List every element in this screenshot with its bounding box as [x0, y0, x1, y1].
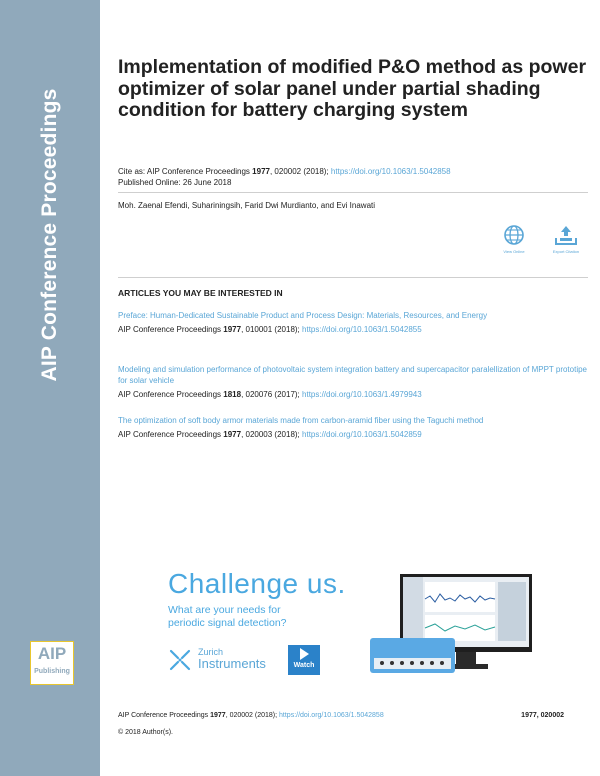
article-title-link[interactable]: The optimization of soft body armor materials made from carbon-aramid fiber using the Taguchi method [118, 416, 484, 425]
journal-name: AIP Conference Proceedings [38, 88, 61, 382]
article-journal: AIP Conference Proceedings [118, 430, 222, 439]
article-citation [118, 324, 588, 335]
article-volume: 1977 [223, 325, 242, 334]
export-citation-button[interactable] [546, 224, 586, 254]
related-article [118, 364, 588, 400]
zurich-instruments-logo-icon [168, 648, 192, 672]
cite-as-line [118, 166, 451, 178]
footer-doi-link[interactable]: https://doi.org/10.1063/1.5042858 [279, 712, 384, 719]
article-title-link[interactable]: Preface: Human-Dedicated Sustainable Product and Process Design: Materials, Resources, and Energy [118, 311, 488, 320]
brand-line: Instruments [198, 656, 266, 671]
article-journal: AIP Conference Proceedings [118, 325, 222, 334]
related-article [118, 415, 588, 440]
article-rest: , 020003 (2018); [241, 430, 300, 439]
watch-label: Watch [293, 662, 315, 669]
article-doi-link[interactable]: https://doi.org/10.1063/1.4979943 [302, 390, 422, 399]
globe-icon [503, 224, 525, 246]
ad-subline: What are your needs for periodic signal detection? [168, 604, 287, 629]
play-icon [288, 645, 320, 661]
device-panel-icon [370, 638, 455, 673]
logo-text-publishing: Publishing [34, 668, 70, 675]
divider [118, 277, 588, 278]
footer-rest: , 020002 (2018); [225, 712, 278, 719]
article-title-link[interactable]: Modeling and simulation performance of photovoltaic system integration battery and supercapacitor paralellization of MPPT prototipe for solar vehicle [118, 365, 587, 385]
footer-journal: AIP Conference Proceedings [118, 712, 209, 719]
cite-doi-link[interactable]: https://doi.org/10.1063/1.5042858 [330, 167, 451, 176]
paper-title: Implementation of modified P&O method as power optimizer of solar panel under partial shading condition for battery charging system [118, 56, 587, 121]
footer-citation [118, 712, 384, 719]
ad-headline[interactable]: Challenge us. [168, 568, 346, 599]
view-online-button[interactable] [494, 224, 534, 254]
cite-rest: , 020002 (2018); [269, 167, 329, 176]
article-doi-link[interactable]: https://doi.org/10.1063/1.5042859 [302, 430, 422, 439]
article-volume: 1818 [223, 390, 242, 399]
journal-sidebar [0, 0, 100, 776]
aip-publishing-logo[interactable] [30, 641, 74, 685]
article-citation [118, 429, 588, 440]
zurich-instruments-brand [198, 647, 266, 669]
copyright: © 2018 Author(s). [118, 729, 173, 736]
divider [118, 192, 588, 193]
article-journal: AIP Conference Proceedings [118, 390, 222, 399]
article-rest: , 010001 (2018); [241, 325, 300, 334]
cite-label: Cite as: AIP Conference Proceedings [118, 167, 250, 176]
cite-volume: 1977 [252, 167, 270, 176]
article-citation [118, 389, 588, 400]
related-article [118, 310, 588, 335]
export-citation-label: Export Citation [552, 249, 580, 254]
published-date: Published Online: 26 June 2018 [118, 178, 232, 187]
article-doi-link[interactable]: https://doi.org/10.1063/1.5042855 [302, 325, 422, 334]
watch-button[interactable] [288, 645, 320, 675]
export-icon [554, 224, 578, 246]
article-volume: 1977 [223, 430, 242, 439]
brand-line: Zurich [198, 647, 224, 657]
article-rest: , 020076 (2017); [241, 390, 300, 399]
page-number: 1977, 020002 [521, 712, 564, 719]
logo-text-aip: AIP [37, 644, 67, 663]
footer-volume: 1977 [210, 712, 226, 719]
author-list: Moh. Zaenal Efendi, Suhariningsih, Farid Dwi Murdianto, and Evi Inawati [118, 201, 376, 210]
related-articles-heading: ARTICLES YOU MAY BE INTERESTED IN [118, 288, 283, 298]
lock-in-amplifier-device [370, 638, 455, 673]
view-online-label: View Online [503, 249, 525, 254]
